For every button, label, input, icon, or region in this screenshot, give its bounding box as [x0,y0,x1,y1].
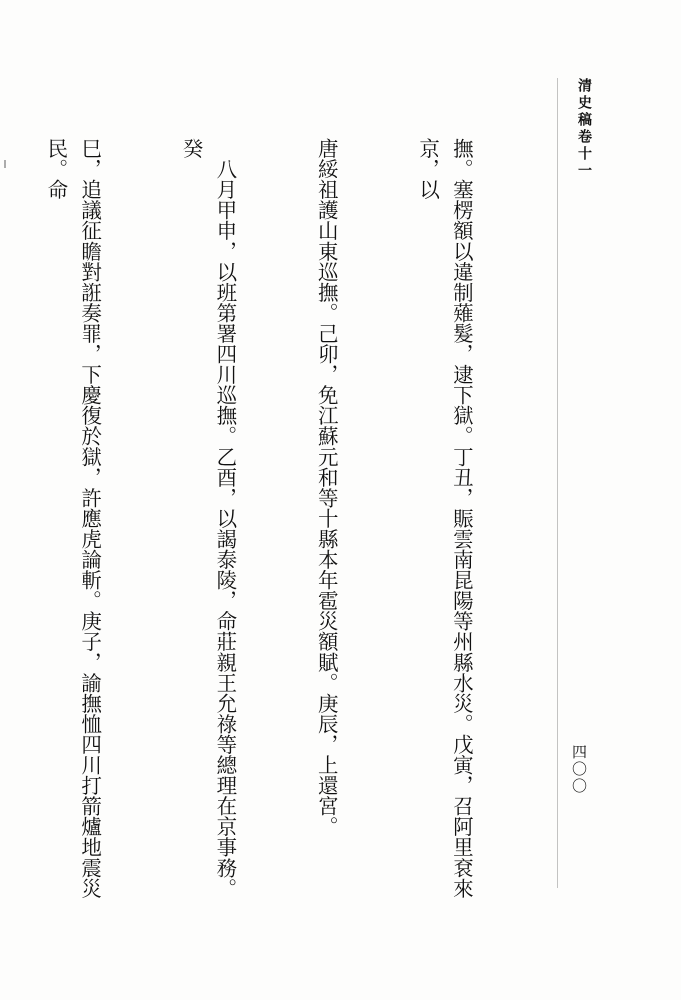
text-column: 唐綏祖護山東巡撫。己卯，免江蘇元和等十縣本年雹災額賦。庚辰，上還宮。 [314,138,339,837]
text-column: 巳，追議征瞻對誑奏罪，下慶復於獄，許應虎論斬。庚子，諭撫恤四川打箭爐地震災民。命 [43,138,102,899]
header-divider [557,78,558,888]
running-head-title: 清史稿卷十一 [576,78,592,180]
text-column: 撫。塞楞額以違制薙髮，逮下獄。丁丑，賑雲南昆陽等州縣水災。戊寅，召阿里袞來京，以 [415,138,474,899]
text-column: 八月甲申，以班第署四川巡撫。乙酉，以謁泰陵，命莊親王允祿等總理在京事務。癸 [179,138,237,899]
page-number: 四〇〇 [570,744,588,795]
body-text [43,138,545,903]
